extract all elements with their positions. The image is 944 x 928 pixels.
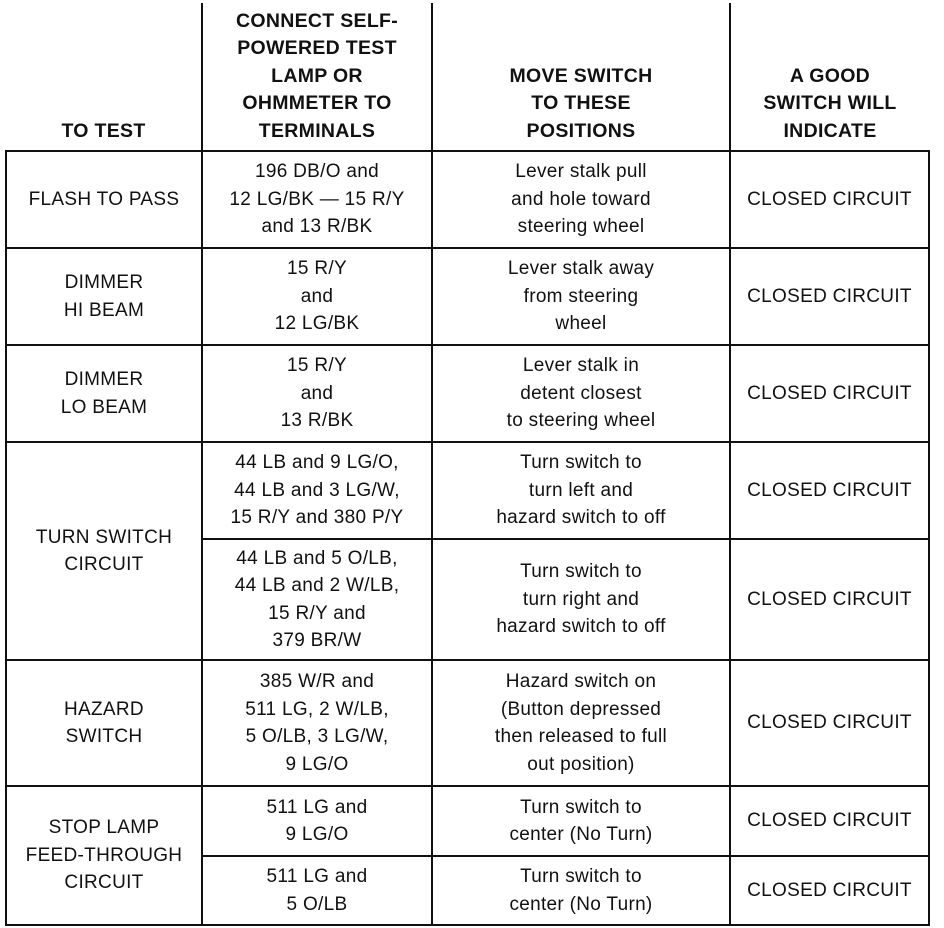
switch-test-table: [5, 3, 930, 926]
table-row: [6, 248, 929, 345]
indication-cell: CLOSED CIRCUIT: [730, 660, 929, 786]
indication-cell: CLOSED CIRCUIT: [730, 856, 929, 925]
indication-cell: CLOSED CIRCUIT: [730, 248, 929, 345]
header-row: [6, 3, 929, 151]
terminals-cell: 15 R/Y and 13 R/BK: [202, 345, 432, 442]
header-to-test: TO TEST: [6, 3, 202, 151]
terminals-cell: 44 LB and 9 LG/O, 44 LB and 3 LG/W, 15 R/Y and 380 P/Y: [202, 442, 432, 539]
terminals-cell: 511 LG and 5 O/LB: [202, 856, 432, 925]
indication-cell: CLOSED CIRCUIT: [730, 151, 929, 248]
test-name-cell: TURN SWITCH CIRCUIT: [6, 442, 202, 660]
terminals-cell: 196 DB/O and 12 LG/BK — 15 R/Y and 13 R/BK: [202, 151, 432, 248]
positions-cell: Hazard switch on (Button depressed then released to full out position): [432, 660, 730, 786]
positions-cell: Turn switch to turn left and hazard switch to off: [432, 442, 730, 539]
terminals-cell: 44 LB and 5 O/LB, 44 LB and 2 W/LB, 15 R/Y and 379 BR/W: [202, 539, 432, 660]
header-move-switch: MOVE SWITCH TO THESE POSITIONS: [432, 3, 730, 151]
indication-cell: CLOSED CIRCUIT: [730, 345, 929, 442]
positions-cell: Turn switch to center (No Turn): [432, 856, 730, 925]
positions-cell: Turn switch to turn right and hazard switch to off: [432, 539, 730, 660]
positions-cell: Lever stalk in detent closest to steering wheel: [432, 345, 730, 442]
terminals-cell: 15 R/Y and 12 LG/BK: [202, 248, 432, 345]
indication-cell: CLOSED CIRCUIT: [730, 442, 929, 539]
header-connect-terminals: CONNECT SELF- POWERED TEST LAMP OR OHMMETER TO TERMINALS: [202, 3, 432, 151]
test-name-cell: DIMMER LO BEAM: [6, 345, 202, 442]
test-name-cell: HAZARD SWITCH: [6, 660, 202, 786]
table-row: [6, 660, 929, 786]
terminals-cell: 385 W/R and 511 LG, 2 W/LB, 5 O/LB, 3 LG/W, 9 LG/O: [202, 660, 432, 786]
table-row: [6, 345, 929, 442]
header-good-switch-indicates: A GOOD SWITCH WILL INDICATE: [730, 3, 929, 151]
table-row: [6, 151, 929, 248]
positions-cell: Turn switch to center (No Turn): [432, 786, 730, 856]
indication-cell: CLOSED CIRCUIT: [730, 539, 929, 660]
indication-cell: CLOSED CIRCUIT: [730, 786, 929, 856]
terminals-cell: 511 LG and 9 LG/O: [202, 786, 432, 856]
table-row: [6, 786, 929, 856]
table-row: [6, 442, 929, 539]
positions-cell: Lever stalk away from steering wheel: [432, 248, 730, 345]
test-name-cell: DIMMER HI BEAM: [6, 248, 202, 345]
test-name-cell: FLASH TO PASS: [6, 151, 202, 248]
positions-cell: Lever stalk pull and hole toward steering wheel: [432, 151, 730, 248]
test-name-cell: STOP LAMP FEED-THROUGH CIRCUIT: [6, 786, 202, 925]
